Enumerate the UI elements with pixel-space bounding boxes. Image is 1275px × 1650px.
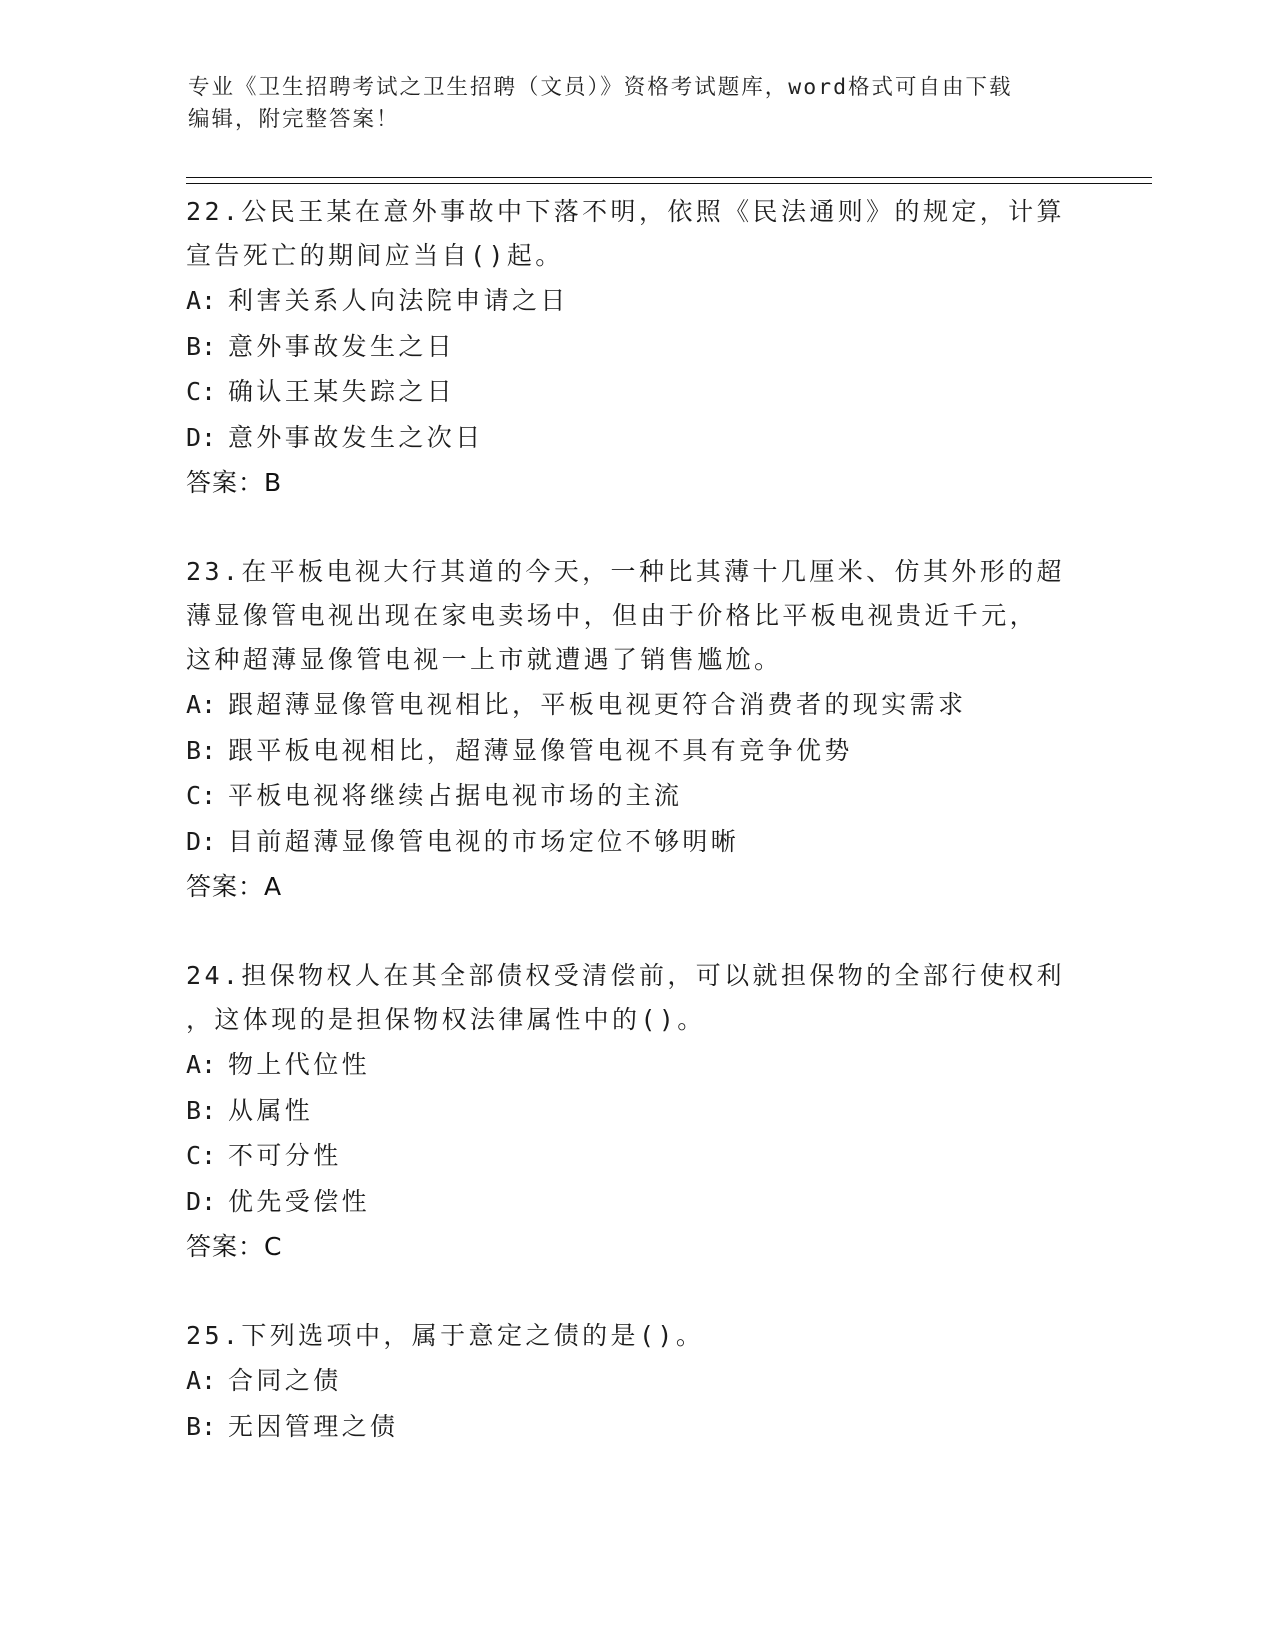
question-stem-line: 23.在平板电视大行其道的今天，一种比其薄十几厘米、仿其外形的超 <box>186 557 1065 586</box>
option-key: C: <box>186 1141 217 1170</box>
option-row <box>186 1404 1086 1450</box>
question-stem-line: 薄显像管电视出现在家电卖场中，但由于价格比平板电视贵近千元， <box>186 601 1039 630</box>
question-stem-line: 这种超薄显像管电视一上市就遭遇了销售尴尬。 <box>186 645 783 674</box>
option-row <box>186 819 1086 865</box>
option-key: D: <box>186 1186 217 1216</box>
option-text: 跟超薄显像管电视相比，平板电视更符合消费者的现实需求 <box>228 690 967 719</box>
answer-line: 答案：B <box>186 468 283 497</box>
option-row <box>186 1133 1086 1179</box>
header-line-1: 专业《卫生招聘考试之卫生招聘（文员）》资格考试题库，word格式可自由下载 <box>188 75 1013 100</box>
option-row <box>186 415 1086 461</box>
option-text: 跟平板电视相比，超薄显像管电视不具有竞争优势 <box>228 735 853 765</box>
option-row <box>186 369 1086 415</box>
option-text: 利害关系人向法院申请之日 <box>228 286 569 315</box>
question-block <box>186 954 1086 1269</box>
option-key: A: <box>186 690 217 719</box>
header-divider-top <box>186 177 1152 178</box>
option-text: 意外事故发生之日 <box>228 331 456 361</box>
option-text: 无因管理之债 <box>228 1411 399 1441</box>
question-stem-line: ，这体现的是担保物权法律属性中的()。 <box>186 1005 706 1034</box>
option-key: B: <box>186 735 217 765</box>
option-text: 不可分性 <box>228 1141 342 1170</box>
question-block <box>186 550 1086 909</box>
option-text: 意外事故发生之次日 <box>228 422 484 452</box>
option-text: 确认王某失踪之日 <box>228 377 456 406</box>
option-key: D: <box>186 826 217 856</box>
option-row <box>186 682 1086 728</box>
document-header <box>188 72 1088 136</box>
option-key: B: <box>186 331 217 361</box>
question-block <box>186 190 1086 505</box>
option-row <box>186 1358 1086 1404</box>
question-stem-line: 24.担保物权人在其全部债权受清偿前，可以就担保物的全部行使权利 <box>186 961 1065 990</box>
question-list <box>186 190 1086 1449</box>
question-stem-line: 22.公民王某在意外事故中下落不明，依照《民法通则》的规定，计算 <box>186 197 1065 226</box>
answer-line: 答案：C <box>186 1232 283 1261</box>
question-stem-line: 宣告死亡的期间应当自()起。 <box>186 241 564 270</box>
option-key: D: <box>186 422 217 452</box>
option-row <box>186 728 1086 774</box>
option-row <box>186 773 1086 819</box>
option-text: 合同之债 <box>228 1366 342 1395</box>
option-text: 目前超薄显像管电视的市场定位不够明晰 <box>228 826 740 856</box>
header-divider-bottom <box>186 183 1152 184</box>
answer-line: 答案：A <box>186 872 283 901</box>
option-key: A: <box>186 1050 217 1079</box>
option-text: 平板电视将继续占据电视市场的主流 <box>228 781 683 810</box>
header-line-2: 编辑，附完整答案！ <box>188 107 400 132</box>
option-row <box>186 278 1086 324</box>
option-row <box>186 1179 1086 1225</box>
option-row <box>186 1042 1086 1088</box>
option-key: B: <box>186 1095 217 1125</box>
option-text: 从属性 <box>228 1095 314 1125</box>
option-key: C: <box>186 377 217 406</box>
option-row <box>186 1088 1086 1134</box>
option-key: B: <box>186 1411 217 1441</box>
question-block <box>186 1314 1086 1449</box>
option-key: A: <box>186 286 217 315</box>
option-key: A: <box>186 1366 217 1395</box>
option-text: 优先受偿性 <box>228 1186 371 1216</box>
option-row <box>186 324 1086 370</box>
question-stem-line: 25.下列选项中，属于意定之债的是()。 <box>186 1321 705 1350</box>
option-key: C: <box>186 781 217 810</box>
option-text: 物上代位性 <box>228 1050 371 1079</box>
